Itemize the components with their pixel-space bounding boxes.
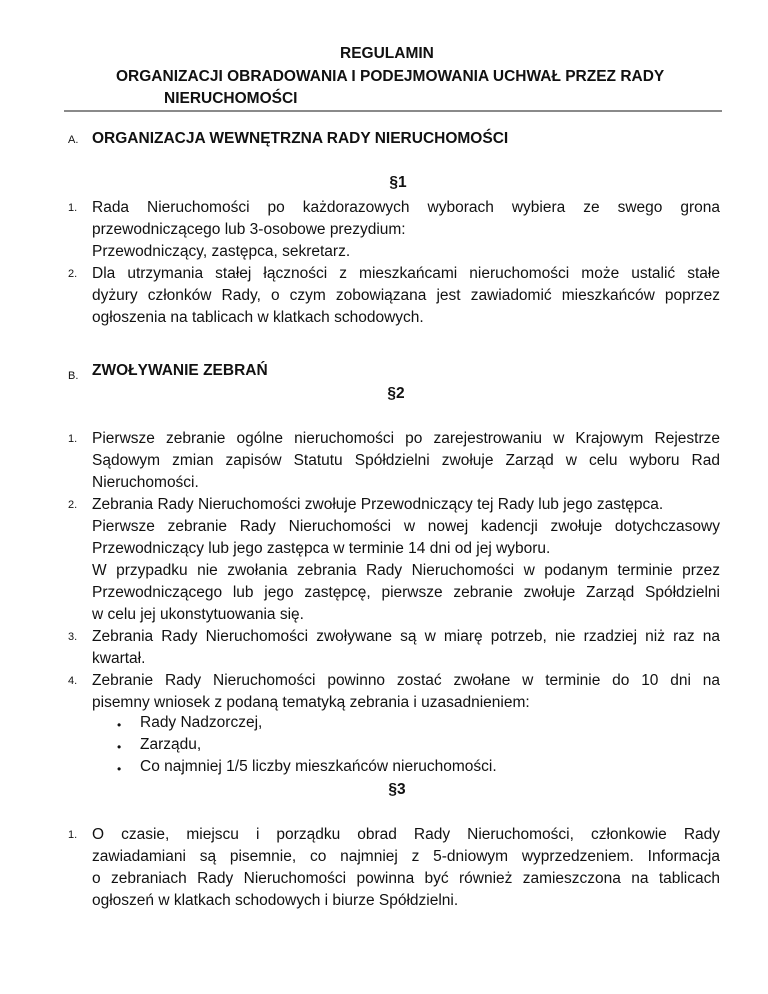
bullet-item: Co najmniej 1/5 liczby mieszkańców nieruchomości. [140, 758, 497, 775]
list-item-line: Zebranie Rady Nieruchomości powinno zostać zwołane w terminie do 10 dni na [92, 672, 720, 689]
list-item-line: pisemny wniosek z podaną tematyką zebrania i uzasadnieniem: [92, 694, 530, 711]
section-b-heading: ZWOŁYWANIE ZEBRAŃ [92, 362, 268, 379]
document-title: REGULAMIN [340, 45, 434, 62]
list-number: 3. [68, 631, 78, 643]
list-item-line: Rada Nieruchomości po każdorazowych wyborach wybiera ze swego grona [92, 199, 720, 216]
list-number: 1. [68, 202, 78, 214]
list-item-line: Przewodniczący lub jego zastępca w terminie 14 dni od jej wyboru. [92, 540, 551, 557]
list-number: 4. [68, 675, 78, 687]
list-item-line: zawiadamiani są pisemnie, co najmniej z 5-dniowym wyprzedzeniem. Informacja [92, 848, 720, 865]
list-item-line: Pierwsze zebranie Rady Nieruchomości w nowej kadencji zwołuje dotychczasowy [92, 518, 720, 535]
list-number: 1. [68, 433, 78, 445]
list-item-line: Sądowym zmian zapisów Statutu Spółdzielni zwołuje Zarząd w celu wyboru Rad [92, 452, 720, 469]
title-divider [64, 110, 722, 112]
document-subtitle-continued: NIERUCHOMOŚCI [164, 90, 298, 107]
list-item-line: Przewodniczącego lub jego zastępcę, pierwsze zebranie zwołuje Zarząd Spółdzielni [92, 584, 720, 601]
list-item-line: Przewodniczący, zastępca, sekretarz. [92, 243, 351, 260]
list-item-line: w celu jej ukonstytuowania się. [92, 606, 304, 623]
document-subtitle: ORGANIZACJI OBRADOWANIA I PODEJMOWANIA UCHWAŁ PRZEZ RADY [116, 68, 665, 85]
bullet-icon: • [117, 718, 122, 732]
list-item-line: ogłoszeń w klatkach schodowych i biurze Spółdzielni. [92, 892, 459, 909]
list-item-line: O czasie, miejscu i porządku obrad Rady Nieruchomości, członkowie Rady [92, 826, 720, 843]
section-a-heading: ORGANIZACJA WEWNĘTRZNA RADY NIERUCHOMOŚCI [92, 130, 509, 147]
paragraph-mark-1: §1 [389, 174, 407, 191]
list-item-line: dyżury członków Rady, o czym zobowiązana jest zawiadomić mieszkańców poprzez [92, 287, 720, 304]
list-item-line: o zebraniach Rady Nieruchomości powinna być również zamieszczona na tablicach [92, 870, 720, 887]
list-item-line: kwartał. [92, 650, 146, 667]
list-item-line: Zebrania Rady Nieruchomości zwoływane są w miarę potrzeb, nie rzadziej niż raz na [92, 628, 720, 645]
section-a-marker: A. [68, 134, 79, 146]
list-number: 2. [68, 268, 78, 280]
bullet-icon: • [117, 762, 122, 776]
list-item-line: W przypadku nie zwołania zebrania Rady Nieruchomości w podanym terminie przez [92, 562, 720, 579]
bullet-item: Zarządu, [140, 736, 202, 753]
bullet-item: Rady Nadzorczej, [140, 714, 263, 731]
list-item-line: Pierwsze zebranie ogólne nieruchomości po zarejestrowaniu w Krajowym Rejestrze [92, 430, 720, 447]
section-b-marker: B. [68, 370, 79, 382]
list-number: 1. [68, 829, 78, 841]
list-item-line: przewodniczącego lub 3-osobowe prezydium: [92, 221, 406, 238]
bullet-icon: • [117, 740, 122, 754]
list-item-line: Zebrania Rady Nieruchomości zwołuje Przewodniczący tej Rady lub jego zastępca. [92, 496, 664, 513]
list-item-line: Nieruchomości. [92, 474, 199, 491]
paragraph-mark-2: §2 [387, 385, 405, 402]
paragraph-mark-3: §3 [388, 781, 406, 798]
list-item-line: ogłoszenia na tablicach w klatkach schodowych. [92, 309, 424, 326]
list-item-line: Dla utrzymania stałej łączności z mieszkańcami nieruchomości może ustalić stałe [92, 265, 720, 282]
list-number: 2. [68, 499, 78, 511]
